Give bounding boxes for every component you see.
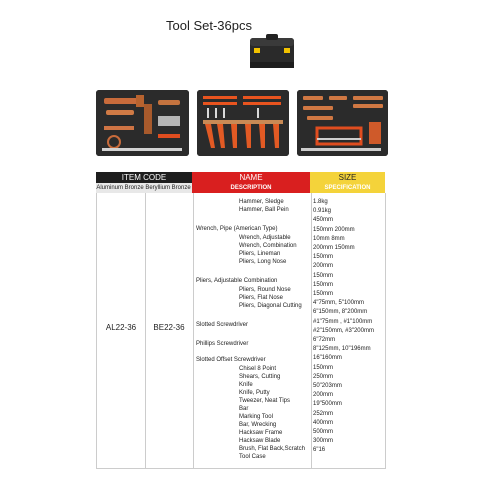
specification-value: 19"500mm (313, 401, 342, 408)
description-item: Hammer, Ball Pein (239, 207, 289, 213)
description-item: Wrench, Combination (239, 243, 297, 249)
header-aluminum-bronze: Aluminum Bronze (96, 185, 144, 191)
header-item-code: ITEM CODE (96, 172, 192, 183)
specification-value: 150mm (313, 364, 334, 371)
specification-value: 200mm 150mm (313, 245, 355, 251)
specification-value: 200mm (313, 263, 334, 270)
specification-value: 10mm 8mm (313, 235, 345, 242)
specification-value: 4"75mm, 5"100mm (313, 300, 364, 307)
specification-value: 200mm (313, 392, 334, 399)
header-name: NAME (192, 172, 310, 183)
description-item: Hammer, Sledge (239, 199, 284, 205)
tool-set-table (96, 172, 385, 468)
specification-value: 150mm (313, 272, 334, 279)
specification-value: 150mm (313, 281, 334, 288)
aluminum-bronze-code: AL22-36 (105, 323, 137, 332)
specification-value: 8"125mm, 10"196mm (313, 346, 371, 353)
description-item: Pliers, Adjustable Combination (196, 278, 278, 284)
header-description: DESCRIPTION (192, 183, 310, 193)
specification-value: 500mm (313, 429, 334, 435)
specification-value: 6"16 (313, 447, 326, 454)
tool-tray-2-image (197, 90, 289, 156)
description-item: Tweezer, Neat Tips (239, 398, 291, 404)
specification-value: 150mm (313, 291, 334, 297)
description-item: Chisel 8 Point (239, 366, 277, 372)
description-item: Slotted Screwdriver (196, 322, 249, 328)
table-body (96, 193, 386, 469)
description-item: Slotted Offset Screwdriver (196, 357, 266, 363)
specification-value: 150mm 200mm (313, 226, 355, 233)
description-item: Bar, Wrecking (239, 422, 277, 428)
tool-tray-1-image (96, 90, 189, 156)
description-item: Hacksaw Frame (239, 430, 283, 436)
description-item: Hacksaw Blade (239, 438, 281, 444)
description-item: Pliers, Flat Nose (239, 295, 284, 301)
description-item: Tool Case (239, 454, 266, 460)
page-title: Tool Set-36pcs (166, 18, 252, 33)
column-divider (311, 193, 312, 468)
description-item: Pliers, Lineman (239, 251, 281, 257)
tool-tray-3-image (297, 90, 388, 156)
specification-value: 6"72mm (313, 337, 336, 343)
specification-value: 16"160mm (313, 355, 342, 362)
specification-value: 150mm (313, 254, 334, 261)
beryllium-bronze-code: BE22-36 (153, 323, 185, 332)
specification-value: 300mm (313, 438, 334, 445)
specification-value: #2"150mm, #3"200mm (313, 327, 374, 334)
description-item: Pliers, Long Nose (239, 259, 287, 265)
description-item: Brush, Flat Back,Scratch (239, 446, 306, 452)
specification-value: 6"150mm, 8"200mm (313, 309, 368, 316)
description-item: Knife (239, 382, 253, 388)
description-item: Phillips Screwdriver (196, 341, 249, 347)
description-item: Bar (239, 406, 249, 412)
specification-value: 50"203mm (313, 383, 342, 389)
description-item: Wrench, Adjustable (239, 235, 291, 241)
specification-value: 450mm (313, 217, 334, 224)
column-divider (193, 193, 194, 468)
description-item: Pliers, Diagonal Cutting (239, 303, 302, 309)
specification-value: 1.8kg (313, 199, 328, 205)
column-divider (385, 193, 386, 468)
header-size: SIZE (310, 172, 385, 183)
description-item: Shears, Cutting (239, 374, 281, 380)
description-item: Wrench, Pipe (American Type) (196, 226, 278, 232)
description-item: Pliers, Round Nose (239, 287, 291, 293)
specification-value: 0.91kg (313, 208, 332, 215)
description-item: Marking Tool (239, 414, 273, 420)
header-specification: SPECIFICATION (310, 183, 385, 193)
specification-value: 252mm (313, 410, 334, 417)
specification-value: #1"75mm , #1"100mm (313, 318, 373, 325)
description-item: Knife, Putty (239, 390, 270, 396)
header-beryllium-bronze: Beryllium Bronze (145, 185, 191, 191)
specification-value: 250mm (313, 373, 334, 380)
tool-case-image (248, 34, 296, 72)
specification-value: 400mm (313, 419, 334, 426)
